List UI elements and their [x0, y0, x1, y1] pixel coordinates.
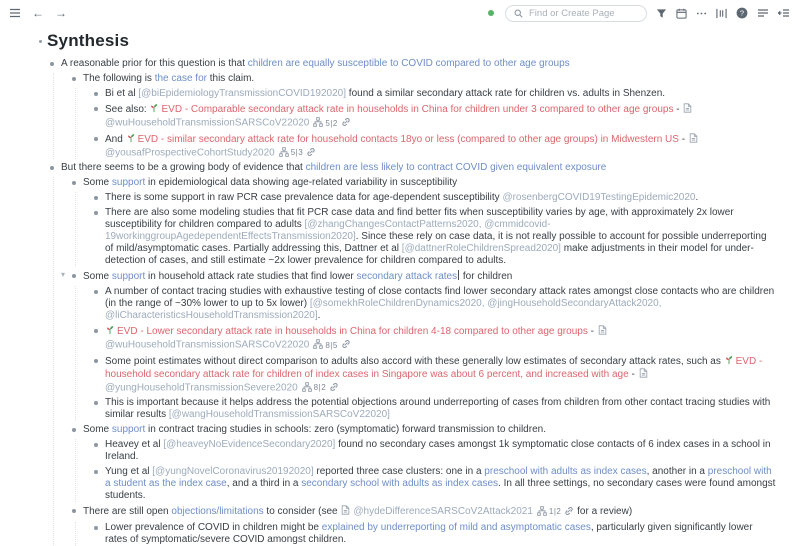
graph-icon[interactable]	[537, 506, 547, 517]
block-row	[91, 397, 776, 421]
search-box[interactable]	[505, 5, 647, 22]
text-span: in contract tracing studies in schools: zero (symptomatic) forward transmission to children.	[145, 424, 546, 435]
text-span: Some	[83, 424, 112, 435]
block-content[interactable]	[83, 270, 776, 283]
citation-ref[interactable]: [@dattnerRoleChildrenSpread2020]	[401, 243, 561, 254]
block-content[interactable]	[105, 133, 776, 160]
text-span: Heavey et al	[105, 439, 164, 450]
block-bullet[interactable]	[94, 137, 98, 141]
block-bullet[interactable]	[72, 77, 76, 81]
block-bullet[interactable]	[94, 107, 98, 111]
text-span: This is important because it helps address the potential objections around underreporting of cases from children from other contact tracing studies with similar results	[105, 397, 771, 420]
text-span: -	[628, 368, 638, 380]
evidence-claim-text: EVD - Comparable secondary attack rate in households in China for children under 3 compared to other age groups	[161, 104, 674, 115]
block-content[interactable]	[105, 325, 776, 352]
collapse-caret-icon[interactable]: ▾	[61, 270, 66, 279]
sync-status-dot	[488, 10, 494, 16]
block-bullet[interactable]	[50, 166, 54, 170]
page-title[interactable]: Synthesis	[47, 31, 130, 50]
link-icon[interactable]	[306, 147, 316, 158]
outline-block	[91, 325, 776, 352]
outline-block	[91, 207, 776, 267]
topbar-left	[9, 7, 67, 19]
citation-ref[interactable]: [@heaveyNoEvidenceSecondary2020]	[163, 439, 336, 450]
topbar-right	[488, 5, 790, 22]
text-span: . In all three settings, no secondary cases were found amongst students.	[105, 478, 776, 501]
block-row	[91, 522, 776, 546]
citation-ref[interactable]: @yungHouseholdTransmissionSevere2020	[105, 382, 298, 393]
calendar-icon[interactable]	[676, 8, 687, 19]
evidence-claim-text: EVD - household secondary attack rate for children of index cases in Singapore was about 6 percent, and increased with age	[105, 355, 763, 380]
page-link[interactable]: secondary school with adults as index cases	[301, 478, 499, 489]
block-row	[91, 439, 776, 463]
topbar	[0, 0, 800, 24]
citation-ref[interactable]: [@yungNovelCoronavirus20192020]	[152, 466, 314, 477]
text-span: . Since these rely on case data, it is not really possible to account for possible underreporting of mild/asymptomatic cases. Partially addressing this, Dattner et al	[105, 231, 767, 254]
format-icon[interactable]	[757, 7, 769, 19]
text-span: Some	[83, 177, 112, 188]
block-row	[47, 58, 776, 70]
block-content[interactable]	[105, 466, 776, 502]
block-bullet[interactable]	[94, 401, 98, 405]
block-content[interactable]	[61, 162, 776, 174]
outline-block	[91, 355, 776, 395]
page-link[interactable]: support	[111, 177, 146, 188]
page-link[interactable]: children are equally susceptible to COVID compared to other age groups	[247, 58, 570, 69]
outline-block	[69, 424, 776, 502]
outline-block	[91, 133, 776, 160]
text-span: , particularly given significantly lower rates of symptomatic/severe COVID amongst children.	[105, 522, 753, 545]
text-span: .	[317, 310, 321, 321]
sprout-icon	[149, 104, 161, 115]
citation-ref[interactable]: [@wangHouseholdTransmissionSARSCoV22020]	[168, 409, 390, 420]
text-span: in epidemiological data showing age-related variability in susceptibility	[145, 177, 458, 188]
block-bullet[interactable]	[50, 62, 54, 66]
block-row	[47, 162, 776, 174]
reference-count: 8|2	[313, 383, 327, 392]
outline-block	[47, 162, 776, 546]
citation-ref[interactable]: @hydeDifferenceSARSCoV2Attack2021	[353, 506, 533, 517]
document-icon[interactable]	[639, 370, 648, 381]
document-icon[interactable]	[683, 105, 692, 116]
citation-ref[interactable]: [@biEpidemiologyTransmissionCOVID192020]	[138, 88, 347, 99]
sprout-icon	[724, 356, 736, 367]
outline-block	[91, 466, 776, 502]
citation-ref[interactable]: @wuHouseholdTransmissionSARSCoV22020	[105, 117, 310, 129]
text-span: .	[695, 192, 699, 203]
menu-icon[interactable]	[9, 7, 21, 19]
block-content[interactable]	[105, 207, 776, 267]
text-span: The following is	[83, 73, 155, 84]
block-row	[69, 73, 776, 85]
outline-block	[91, 439, 776, 463]
text-span: this claim.	[206, 73, 255, 84]
text-span: for children	[460, 271, 513, 282]
svg-text:?: ?	[739, 8, 745, 18]
outline-block	[69, 505, 776, 546]
page-link[interactable]: preschool with a student as the index case	[105, 466, 772, 489]
reference-meta	[537, 506, 574, 517]
block-row	[91, 207, 776, 267]
page-link[interactable]: support	[111, 424, 146, 435]
text-span: Some	[83, 271, 112, 282]
forward-arrow-icon[interactable]: →	[55, 6, 67, 20]
block-row	[91, 103, 776, 130]
block-row	[91, 133, 776, 160]
text-span: A reasonable prior for this question is that	[61, 58, 248, 69]
text-span: And	[105, 133, 126, 145]
text-span: See also:	[105, 104, 150, 115]
evidence-claim-link[interactable]	[126, 134, 679, 145]
reference-count: 1|2	[548, 507, 562, 516]
sprout-icon	[105, 326, 117, 337]
outline-block	[69, 73, 776, 159]
block-bullet[interactable]	[94, 329, 98, 333]
evidence-claim-link[interactable]	[105, 326, 588, 337]
reference-meta	[279, 147, 316, 158]
block-row	[69, 505, 776, 519]
block-bullet[interactable]	[94, 359, 98, 363]
block-bullet[interactable]	[72, 274, 76, 278]
outline	[47, 58, 776, 546]
block-row	[91, 355, 776, 395]
block-bullet[interactable]	[94, 290, 98, 294]
more-icon[interactable]	[696, 8, 707, 19]
collapse-right-icon[interactable]	[778, 7, 790, 19]
text-span: But there seems to be a growing body of evidence that	[61, 162, 306, 173]
block-children	[75, 522, 776, 546]
page-link[interactable]: the case for	[154, 73, 207, 84]
text-span: Lower prevalence of COVID in children might be	[105, 522, 322, 533]
text-span: reported three case clusters: one in a	[313, 466, 485, 477]
block-bullet[interactable]	[72, 428, 76, 432]
text-span: , another in a	[646, 466, 708, 477]
text-span: Yung et al	[105, 466, 153, 477]
block-content[interactable]	[105, 355, 776, 395]
page-link[interactable]: objections/limitations	[171, 506, 264, 517]
text-span: to consider (see	[263, 506, 341, 517]
citation-ref[interactable]: @yousafProspectiveCohortStudy2020	[105, 147, 275, 158]
evidence-claim-text: EVD - similar secondary attack rate for household contacts 18yo or less (compared to other age groups) in Midwestern US	[137, 133, 679, 145]
outline-block	[91, 522, 776, 546]
search-icon	[514, 9, 523, 18]
filter-icon[interactable]	[656, 8, 667, 19]
reference-count: 5|2	[325, 118, 338, 128]
page-link[interactable]: preschool with adults as index cases	[484, 466, 647, 477]
block-row	[91, 88, 776, 100]
block-bullet[interactable]	[94, 92, 98, 96]
block-row	[69, 424, 776, 436]
block-content[interactable]	[105, 522, 776, 546]
graph-icon[interactable]	[313, 118, 323, 129]
block-content[interactable]	[105, 439, 776, 463]
reference-meta	[302, 382, 339, 393]
text-span: in household attack rate studies that find lower	[145, 271, 357, 282]
block-content[interactable]	[105, 88, 776, 100]
page-link[interactable]: support	[111, 271, 146, 282]
page-title-row	[39, 31, 776, 51]
text-cursor	[458, 270, 459, 280]
block-bullet[interactable]	[94, 443, 98, 447]
text-span: There is some support in raw PCR case prevalence data for age-dependent susceptibility	[105, 192, 503, 203]
block-content[interactable]	[105, 192, 776, 204]
block-row	[61, 270, 776, 283]
outline-block	[91, 397, 776, 421]
link-icon[interactable]	[341, 340, 351, 351]
search-input[interactable]	[527, 7, 638, 20]
block-bullet[interactable]	[72, 181, 76, 185]
link-icon[interactable]	[564, 506, 574, 517]
text-span: Bi et al	[105, 88, 139, 99]
block-row	[91, 325, 776, 352]
block-children	[53, 177, 776, 546]
outline-block	[91, 192, 776, 204]
block-children	[53, 73, 776, 159]
page-link[interactable]: explained by underreporting of mild and asymptomatic cases	[321, 522, 591, 533]
outline-block	[69, 177, 776, 267]
page-link[interactable]: children are less likely to contract COVID given equivalent exposure	[305, 162, 607, 173]
evidence-claim-text: EVD - Lower secondary attack rate in households in China for children 4-18 compared to other age groups	[117, 326, 588, 337]
page-content	[0, 24, 800, 546]
document-icon[interactable]	[341, 507, 350, 518]
block-row	[91, 466, 776, 502]
text-span: for a review)	[574, 506, 633, 517]
block-children	[75, 439, 776, 502]
citation-ref[interactable]: [@zhangChangesContactPatterns2020, @cmmidcovid-19workinggroupAgedependentEffectsTransmission2020]	[105, 219, 551, 242]
block-content[interactable]	[83, 73, 776, 85]
reference-meta	[313, 340, 350, 351]
reference-count: 8|5	[325, 340, 338, 350]
block-content[interactable]	[83, 177, 776, 189]
link-icon[interactable]	[341, 118, 351, 129]
block-children	[75, 192, 776, 267]
text-span: found a similar secondary attack rate for children vs. adults in Shenzen.	[346, 88, 666, 99]
link-icon[interactable]	[329, 382, 339, 393]
reference-meta	[313, 118, 350, 129]
citation-ref[interactable]: @rosenbergCOVID19TestingEpidemic2020	[502, 192, 696, 203]
text-span: A number of contact tracing studies with exhaustive testing of close contacts find lower secondary attack rates amongst close contacts who are children (in the range of ~30% lower to up to 5x lower)	[105, 286, 775, 309]
evidence-claim-link[interactable]	[149, 104, 673, 115]
text-span: found no secondary cases amongst 1k symptomatic close contacts of 6 index cases in a school in Ireland.	[105, 439, 771, 462]
block-content[interactable]	[105, 103, 776, 130]
reference-count: 5|3	[290, 148, 304, 157]
outline-block	[91, 286, 776, 322]
block-bullet[interactable]	[94, 526, 98, 530]
block-content[interactable]	[105, 286, 776, 322]
outline-block	[61, 270, 776, 421]
block-content[interactable]	[83, 505, 776, 519]
block-row	[91, 286, 776, 322]
text-span: , and a third in a	[226, 478, 302, 489]
text-span: make adjustments in their model for under-detection of cases, and still estimate ~2x lower prevalence for children compared to adults.	[105, 243, 754, 266]
citation-ref[interactable]: @wuHouseholdTransmissionSARSCoV22020	[105, 339, 310, 351]
outline-block	[91, 103, 776, 130]
graph-icon[interactable]	[313, 340, 323, 351]
outline-block	[91, 88, 776, 100]
text-span: Some point estimates without direct comparison to adults also accord with these generally low estimates of secondary attack rates, such as	[105, 355, 724, 367]
block-bullet[interactable]	[94, 211, 98, 215]
graph-icon[interactable]	[302, 382, 312, 393]
text-span: -	[587, 326, 597, 337]
block-bullet[interactable]	[94, 470, 98, 474]
graph-icon[interactable]	[279, 147, 289, 158]
block-content[interactable]	[83, 424, 776, 436]
text-span: There are still open	[83, 506, 172, 517]
block-children	[75, 286, 776, 421]
document-icon[interactable]	[598, 327, 607, 338]
page-bullet[interactable]	[39, 40, 42, 43]
block-bullet[interactable]	[94, 196, 98, 200]
block-children	[75, 88, 776, 159]
text-span: There are also some modeling studies that fit PCR case data and find better fits when susceptibility varies by age, with approximately 2x lower susceptibility for children compared to adults	[105, 207, 734, 230]
citation-ref[interactable]: [@somekhRoleChildrenDynamics2020, @jingHouseholdSecondaryAttack2020, @liCharacteristicsHouseholdTransmission2020]	[105, 298, 662, 321]
page-link[interactable]: secondary attack rates	[356, 271, 458, 282]
block-row	[69, 177, 776, 189]
sidebar-toggle-icon[interactable]	[716, 8, 727, 19]
text-span: -	[673, 104, 683, 115]
sprout-icon	[126, 134, 138, 145]
text-span: -	[678, 133, 688, 145]
block-row	[91, 192, 776, 204]
help-icon[interactable]	[736, 7, 748, 19]
outline-block	[47, 58, 776, 159]
block-content[interactable]	[61, 58, 776, 70]
back-arrow-icon[interactable]: ←	[32, 6, 44, 20]
document-icon[interactable]	[689, 135, 698, 146]
block-content[interactable]	[105, 397, 776, 421]
block-bullet[interactable]	[72, 509, 76, 513]
